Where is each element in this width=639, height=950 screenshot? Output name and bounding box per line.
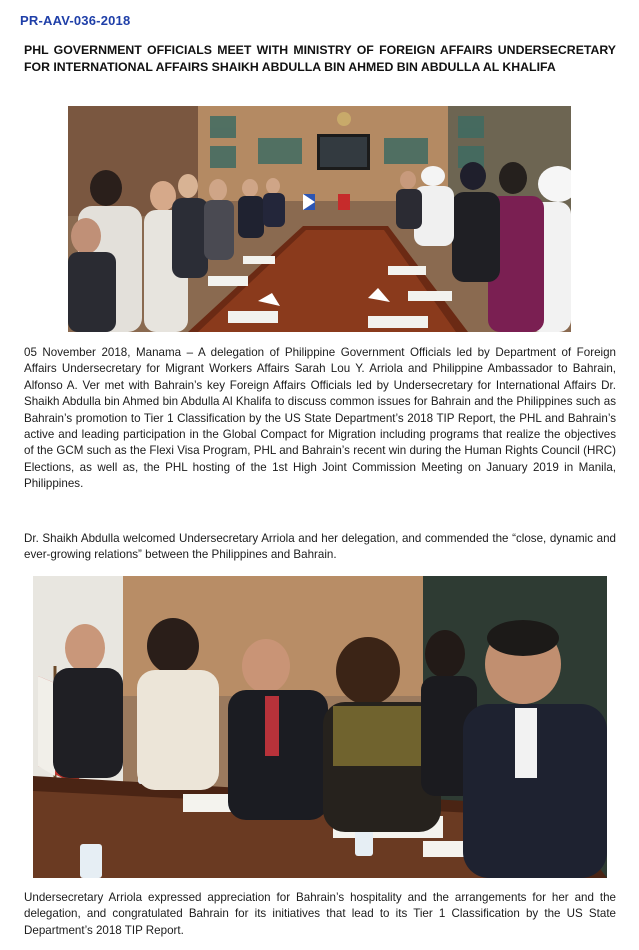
body-paragraph-2: Dr. Shaikh Abdulla welcomed Undersecretary Arriola and her delegation, and commended the “close, dynamic and ever-growing relations” between the Philippines and Bahrain.: [24, 532, 616, 562]
delegation-photo-closeup: [33, 576, 607, 878]
press-release-reference: PR-AAV-036-2018: [20, 13, 131, 28]
meeting-photo-wide: [68, 106, 571, 332]
body-paragraph-1: 05 November 2018, Manama – A delegation of Philippine Government Officials led by Department of Foreign Affairs Undersecretary for Migrant Workers Affairs Sarah Lou Y. Arriola and Philippine Ambassador to Bahrain, Alfonso A. Ver met with Bahrain’s key Foreign Affairs Officials led by Undersecretary for International Affairs Dr. Shaikh Abdulla bin Ahmed bin Abdulla Al Khalifa to discuss common issues for Bahrain and the Philippines such as Bahrain’s promotion to Tier 1 Classification by the US State Department’s 2018 TIP Report, the PHL and Bahrain’s active and leading participation in the Global Compact for Migration including programs that realize the objectives of the GCM such as the Flexi Visa Program, PHL and Bahrain’s recent win during the Human Rights Council (HRC) Elections, as well as, the PHL hosting of the 1st High Joint Commission Meeting on January 2019 in Manila, Philippines.: [24, 346, 616, 491]
headline: PHL GOVERNMENT OFFICIALS MEET WITH MINISTRY OF FOREIGN AFFAIRS UNDERSECRETARY FOR INTERNATIONAL AFFAIRS SHAIKH ABDULLA BIN AHMED BIN ABDULLA AL KHALIFA: [24, 43, 616, 74]
body-paragraph-3: Undersecretary Arriola expressed appreciation for Bahrain’s hospitality and the arrangements for her and the delegation, and congratulated Bahrain for its initiatives that lead to its Tier 1 Classification by the US State Department’s 2018 TIP Report.: [24, 891, 616, 937]
